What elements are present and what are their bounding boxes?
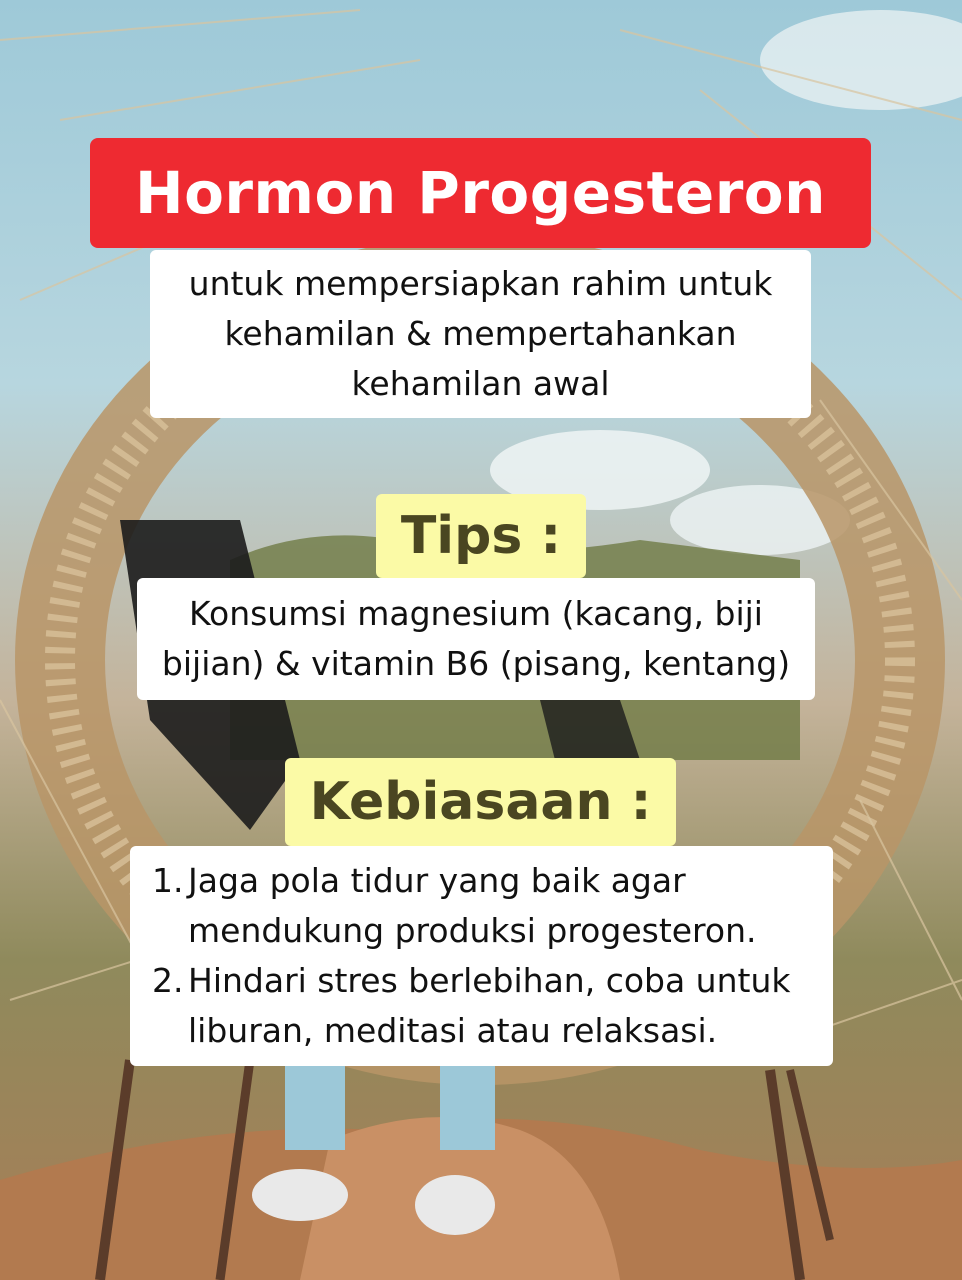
list-item — [152, 856, 811, 956]
tips-heading — [376, 494, 586, 578]
list-item-text: Hindari stres berlebihan, coba untuk liburan, meditasi atau relaksasi. — [188, 961, 791, 1050]
habits-list — [152, 856, 811, 1056]
habits-heading — [285, 758, 676, 846]
list-item-number: 2. — [152, 961, 184, 1000]
list-item-number: 1. — [152, 861, 184, 900]
subtitle-card — [150, 250, 811, 418]
tips-text: Konsumsi magnesium (kacang, biji bijian) & vitamin B6 (pisang, kentang) — [161, 594, 791, 683]
list-item-text: Jaga pola tidur yang baik agar mendukung produksi progesteron. — [188, 861, 757, 950]
subtitle-text: untuk mempersiapkan rahim untuk kehamilan & mempertahankan kehamilan awal — [188, 264, 773, 403]
title-banner — [90, 138, 871, 248]
page-title: Hormon Progesteron — [135, 159, 826, 227]
tips-label: Tips : — [400, 506, 562, 566]
tips-card — [137, 578, 815, 700]
habits-card — [130, 846, 833, 1066]
habits-label: Kebiasaan : — [309, 772, 652, 832]
list-item — [152, 956, 811, 1056]
